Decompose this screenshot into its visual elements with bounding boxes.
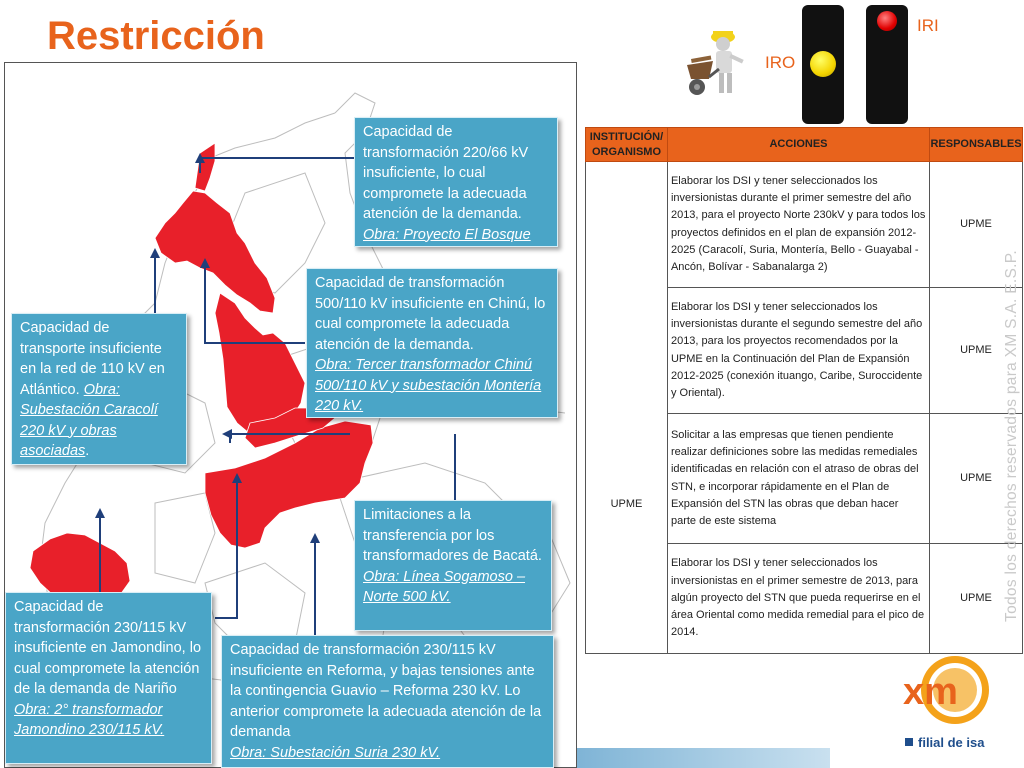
iro-label: IRO: [765, 53, 796, 72]
page-title: Restricción: [47, 14, 265, 58]
region-atlantico: [195, 143, 215, 191]
callout-text: Capacidad de transformación 230/115 kV insuficiente en Jamondino, lo cual compromete la atención de la demanda de Nariño: [14, 599, 202, 697]
filial-text: filial de isa: [918, 735, 985, 750]
responsable-cell: UPME: [929, 162, 1022, 288]
callout-obra[interactable]: Obra: 2° transformador Jamondino 230/115 kV.: [14, 701, 165, 738]
accion-cell: Elaborar los DSI y tener seleccionados los inversionistas en el primer semestre de 2013, para algún proyecto del STN que pueda requerirse en el área Oriental como medida remedial para el pico de 2014.: [667, 544, 929, 654]
callout-text: Limitaciones a la transferencia por los transformadores de Bacatá.: [363, 507, 542, 564]
callout-text: Capacidad de transformación 220/66 kV insuficiente, lo cual compromete la adecuada atención de la demanda.: [363, 124, 529, 222]
callout-obra[interactable]: Obra: Subestación Caracolí 220 kV y obras asociadas: [20, 381, 158, 459]
header-acciones: ACCIONES: [667, 128, 929, 162]
worker-wheelbarrow-icon: [683, 17, 763, 121]
traffic-light-iri-icon: [866, 5, 908, 124]
accion-cell: Solicitar a las empresas que tienen pendiente realizar definiciones sobre las medidas remediales identificadas en relación con el atraso de obras del STN, e incorporar rápidamente en el Plan de Expansión del STN las obras que deban hacer parte de este sistema: [667, 414, 929, 544]
red-light-icon: [877, 11, 897, 31]
responsable-cell: UPME: [929, 544, 1022, 654]
traffic-light-iro-icon: [802, 5, 844, 124]
callout-obra[interactable]: Obra: Proyecto El Bosque: [363, 226, 531, 243]
copyright-watermark: Todos los derechos reservados para XM S.A. E.S.P.: [1003, 250, 1020, 622]
header-institucion: INSTITUCIÓN/ ORGANISMO: [586, 128, 668, 162]
callout-bacata: [354, 500, 552, 631]
callout-suffix: .: [85, 443, 90, 459]
iri-label: IRI: [917, 16, 939, 35]
table-row: [586, 162, 1023, 288]
institucion-cell: UPME: [586, 162, 668, 654]
accion-cell: Elaborar los DSI y tener seleccionados los inversionistas durante el segundo semestre del año 2013, para los proyectos recomendados por la UPME en la Continuación del Plan de Expansión 2012-2025 (conexión ituango, Caribe, Suroccidente y Oriental).: [667, 288, 929, 414]
header-responsables: RESPONSABLES: [929, 128, 1022, 162]
filial-tagline: [905, 735, 984, 750]
callout-reforma: [221, 635, 554, 768]
callout-el-bosque: [354, 117, 558, 247]
callout-text: Capacidad de transformación 500/110 kV insuficiente en Chinú, lo cual compromete la adecuada atención de la demanda.: [315, 275, 546, 353]
callout-text: Capacidad de transporte insuficiente en la red de 110 kV en Atlántico.: [20, 320, 165, 398]
actions-table: [585, 127, 1023, 654]
table-header-row: [586, 128, 1023, 162]
accion-cell: Elaborar los DSI y tener seleccionados los inversionistas durante el primer semestre del año 2013, para el proyecto Norte 230kV y para todos los proyectos definidos en el plan de expansión 2012-2025 (Caracolí, Suria, Montería, Bello - Guayabal - Ancón, Bolívar - Sabanalarga 2): [667, 162, 929, 288]
yellow-light-icon: [810, 51, 836, 77]
callout-jamondino: [5, 592, 212, 764]
callout-obra[interactable]: Obra: Tercer transformador Chinú 500/110 kV y subestación Montería 220 kV.: [315, 357, 542, 414]
callout-atlantico: [11, 313, 187, 465]
square-icon: [905, 738, 913, 746]
region-costa: [155, 191, 275, 313]
responsable-cell: UPME: [929, 288, 1022, 414]
responsable-cell: UPME: [929, 414, 1022, 544]
logo-text: xm: [903, 671, 958, 713]
callout-obra[interactable]: Obra: Línea Sogamoso – Norte 500 kV.: [363, 568, 526, 605]
callout-obra[interactable]: Obra: Subestación Suria 230 kV.: [230, 744, 441, 761]
callout-chinu: [306, 268, 558, 418]
xm-logo-icon: [897, 652, 993, 730]
bottom-accent-bar: [577, 748, 830, 768]
callout-text: Capacidad de transformación 230/115 kV insuficiente en Reforma, y bajas tensiones ante la contingencia Guavio – Reforma 230 kV. Lo anterior compromete la adecuada atención de la demanda: [230, 642, 542, 740]
